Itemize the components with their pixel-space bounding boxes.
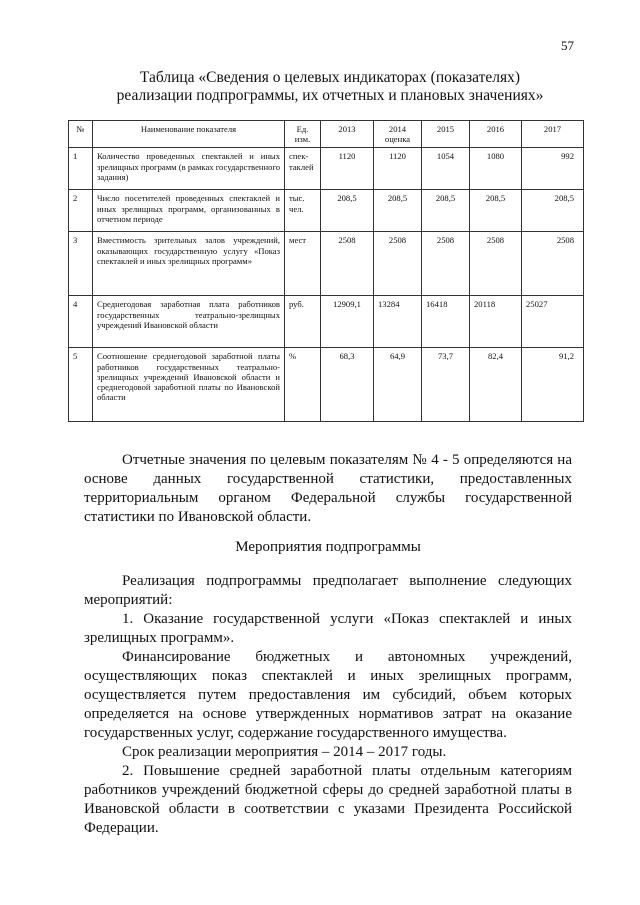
paragraph-intro: Реализация подпрограммы предполагает выполнение следующих мероприятий:	[84, 573, 572, 608]
indicators-table	[68, 120, 584, 422]
row-num: 2	[69, 190, 93, 232]
header-2013: 2013	[321, 121, 374, 148]
reporting-paragraph: Отчетные значения по целевым показателям № 4 - 5 определяются на основе данных государственной статистики, предоставленных территориальным органом Федеральной службы государственной статистики по Ивановской области.	[84, 452, 572, 525]
row-value-2015: 73,7	[422, 348, 470, 422]
row-name: Вместимость зрительных залов учреждений, оказывающих государственную услугу «Показ спектаклей и иных зрелищных программ»	[93, 232, 285, 296]
table-title-line-2: реализации подпрограммы, их отчетных и плановых значениях»	[116, 87, 544, 104]
row-value-2016: 1080	[470, 148, 522, 190]
row-value-2014: 2508	[374, 232, 422, 296]
table-row	[69, 148, 584, 190]
row-value-2013: 68,3	[321, 348, 374, 422]
row-value-2013: 12909,1	[321, 296, 374, 348]
header-2017: 2017	[522, 121, 584, 148]
header-2014: 2014 оценка	[374, 121, 422, 148]
section-heading: Мероприятия подпрограммы	[235, 539, 421, 555]
page-number: 57	[561, 38, 574, 53]
row-value-2013: 2508	[321, 232, 374, 296]
row-num: 5	[69, 348, 93, 422]
row-num: 4	[69, 296, 93, 348]
header-name: Наименование показателя	[93, 121, 285, 148]
row-value-2014: 64,9	[374, 348, 422, 422]
row-unit: мест	[285, 232, 321, 296]
row-value-2014: 208,5	[374, 190, 422, 232]
row-num: 3	[69, 232, 93, 296]
row-value-2014: 1120	[374, 148, 422, 190]
row-value-2015: 1054	[422, 148, 470, 190]
row-name: Среднегодовая заработная плата работников государственных театрально-зрелищных учреждений Ивановской области	[93, 296, 285, 348]
reporting-paragraph-block	[84, 451, 572, 527]
table-row	[69, 348, 584, 422]
row-value-2017: 25027	[522, 296, 584, 348]
row-name: Соотношение среднегодовой заработной платы работников государственных театрально-зрелищных учреждений Ивановской области и среднегодовой заработной платы по Ивановской области	[93, 348, 285, 422]
row-unit: спек-таклей	[285, 148, 321, 190]
row-unit: %	[285, 348, 321, 422]
row-value-2013: 208,5	[321, 190, 374, 232]
row-value-2017: 992	[522, 148, 584, 190]
row-num: 1	[69, 148, 93, 190]
row-name: Количество проведенных спектаклей и иных зрелищных программ (в рамках государственного задания)	[93, 148, 285, 190]
table-title	[70, 69, 590, 105]
row-value-2017: 2508	[522, 232, 584, 296]
table-title-line-1: Таблица «Сведения о целевых индикаторах (показателях)	[139, 69, 521, 86]
row-value-2015: 16418	[422, 296, 470, 348]
row-value-2016: 2508	[470, 232, 522, 296]
header-unit: Ед. изм.	[285, 121, 321, 148]
row-value-2016: 82,4	[470, 348, 522, 422]
paragraph-measure-1: 1. Оказание государственной услуги «Показ спектаклей и иных зрелищных программ».	[84, 611, 572, 646]
row-name: Число посетителей проведенных спектаклей и иных зрелищных программ, организованных в отчетном периоде	[93, 190, 285, 232]
row-value-2017: 91,2	[522, 348, 584, 422]
row-value-2016: 208,5	[470, 190, 522, 232]
paragraph-financing: Финансирование бюджетных и автономных учреждений, осуществляющих показ спектаклей и иных зрелищных программ, осуществляется путем предоставления им субсидий, объем которых определяется на основе утвержденных нормативов затрат на оказание государственных услуг, содержание государственного имущества.	[84, 649, 572, 741]
row-value-2013: 1120	[321, 148, 374, 190]
table-header-row	[69, 121, 584, 148]
row-value-2015: 2508	[422, 232, 470, 296]
paragraph-measure-2: 2. Повышение средней заработной платы отдельным категориям работников учреждений бюджетной сферы до средней заработной платы в Ивановской области в соответствии с указами Президента Российской Федерации.	[84, 763, 572, 836]
table-row	[69, 232, 584, 296]
row-unit: тыс. чел.	[285, 190, 321, 232]
row-value-2017: 208,5	[522, 190, 584, 232]
measures-text-block	[84, 572, 572, 838]
row-unit: руб.	[285, 296, 321, 348]
table-row	[69, 296, 584, 348]
row-value-2014: 13284	[374, 296, 422, 348]
header-2015: 2015	[422, 121, 470, 148]
header-num: №	[69, 121, 93, 148]
table-row	[69, 190, 584, 232]
paragraph-term: Срок реализации мероприятия – 2014 – 2017 годы.	[122, 744, 447, 760]
row-value-2015: 208,5	[422, 190, 470, 232]
row-value-2016: 20118	[470, 296, 522, 348]
header-2016: 2016	[470, 121, 522, 148]
